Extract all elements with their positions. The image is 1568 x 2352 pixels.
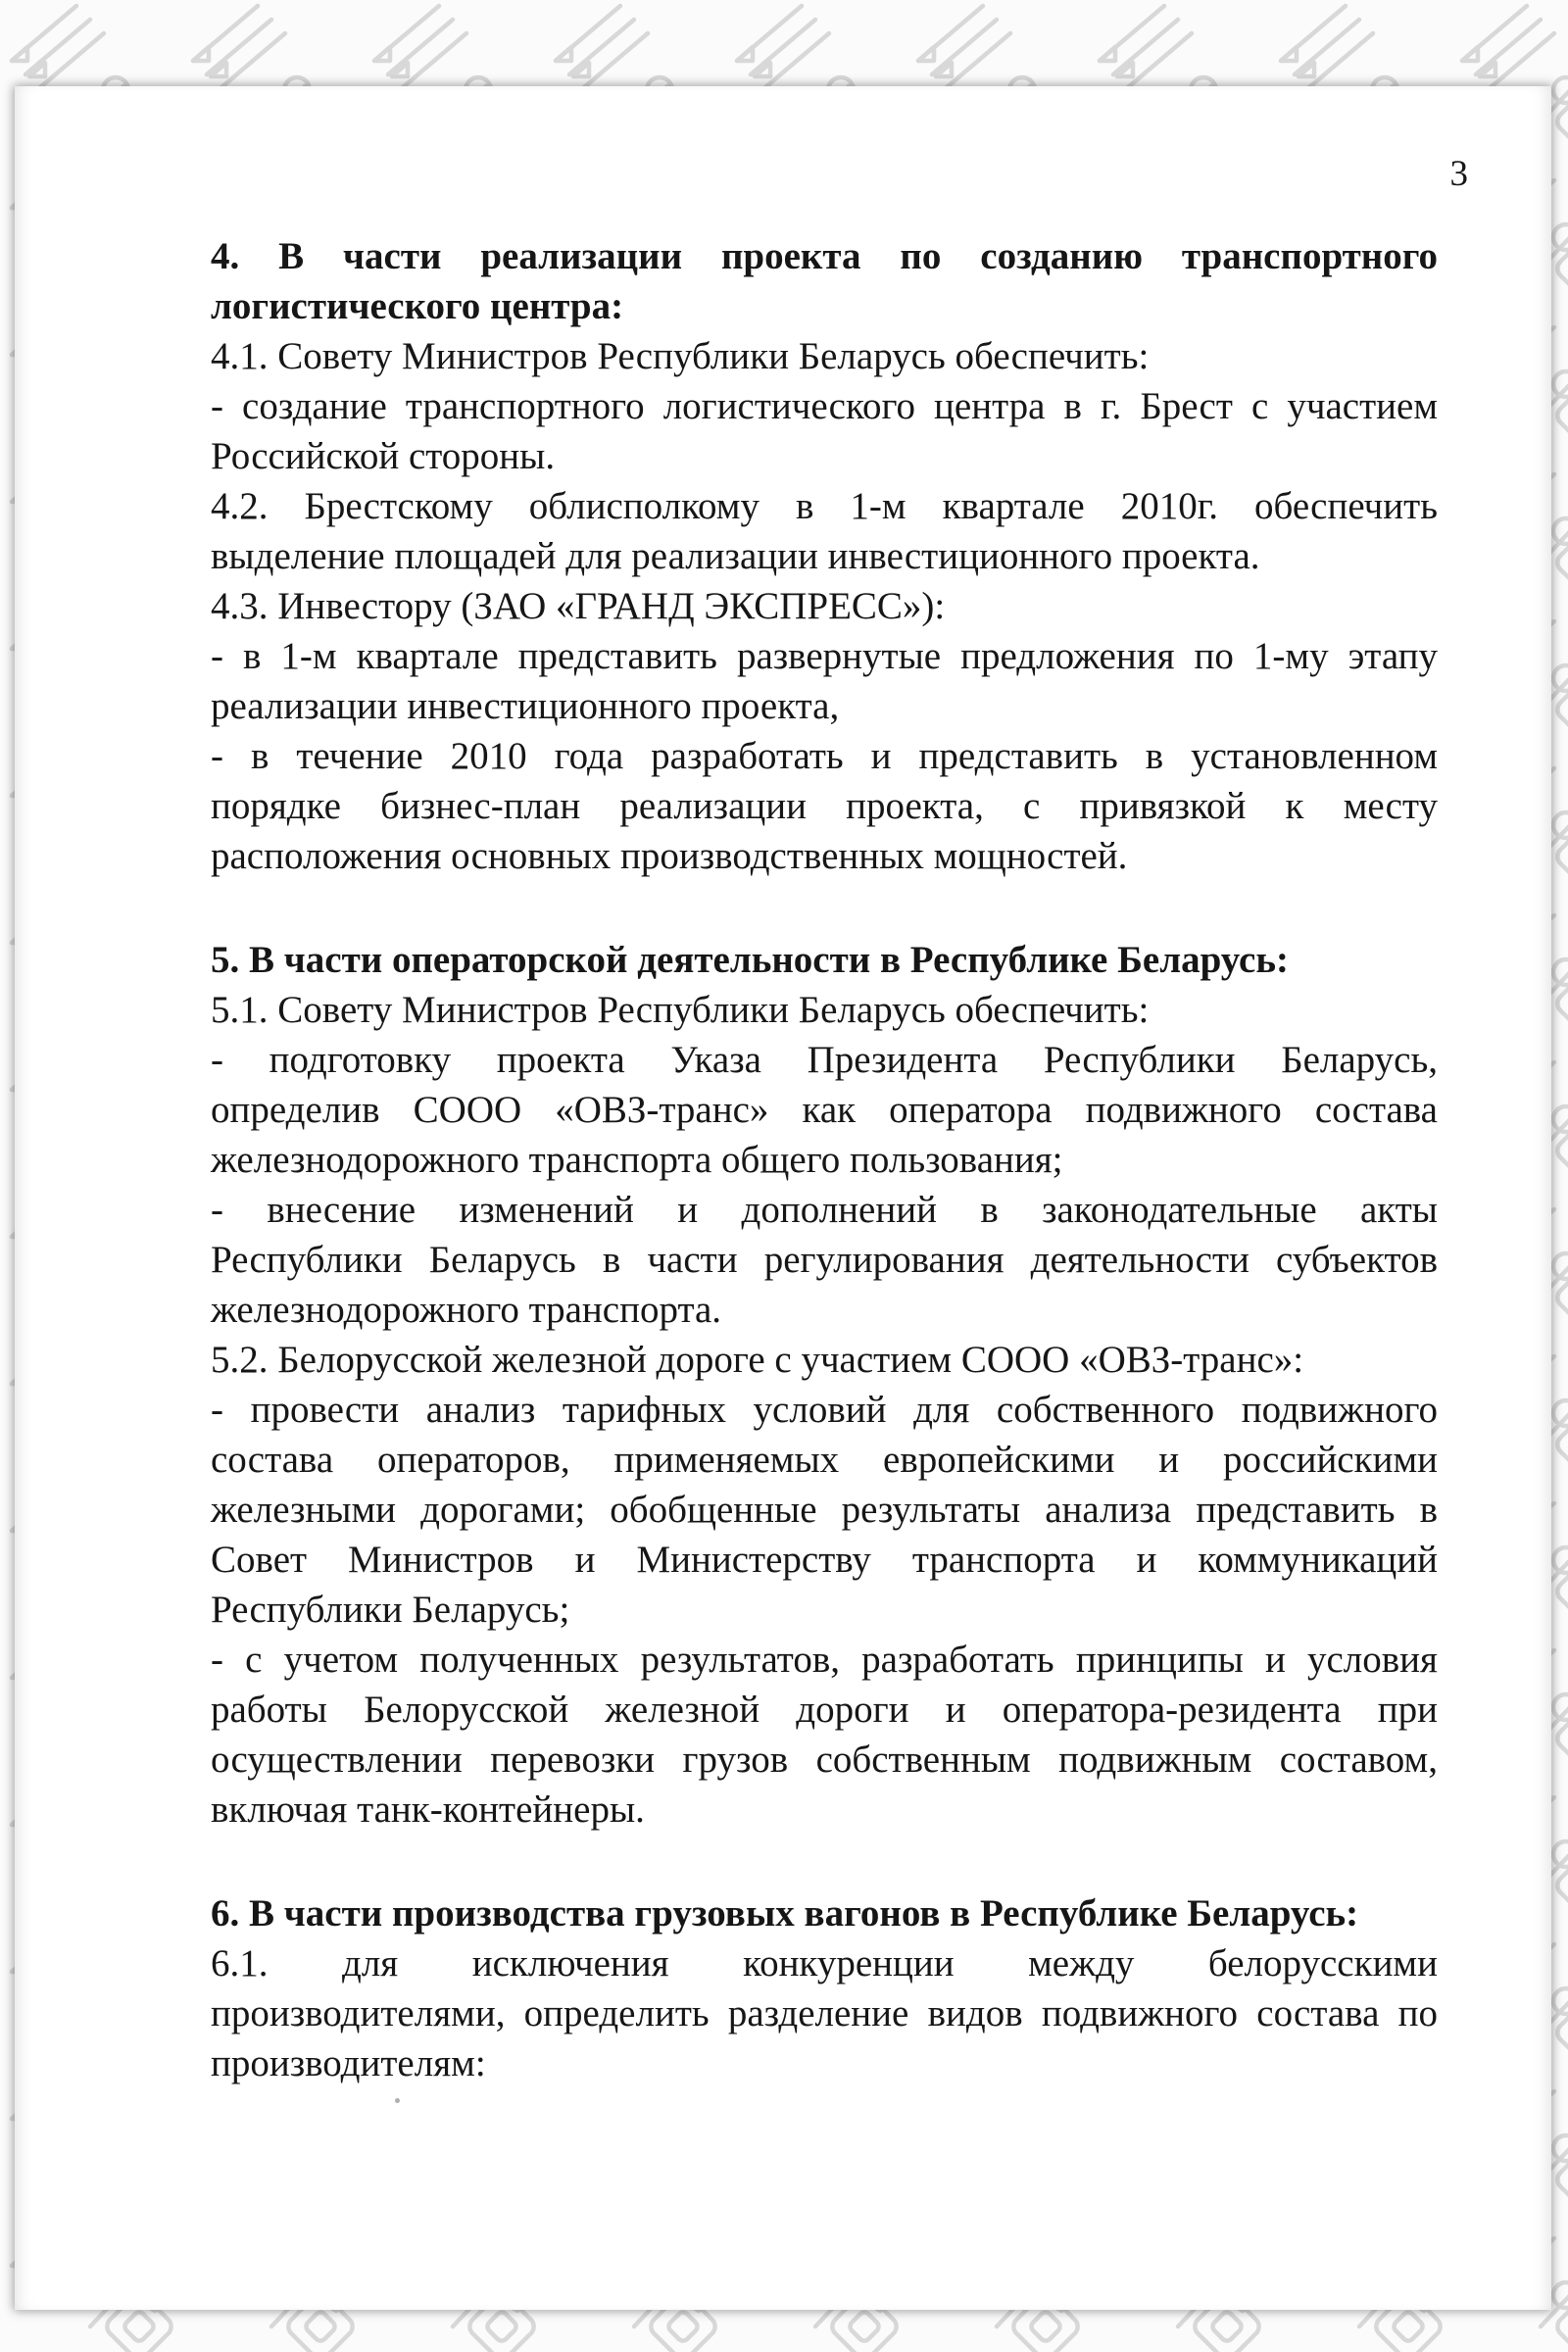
text-line: производителям: (211, 2042, 486, 2084)
text-line: реализации инвестиционного проекта, (211, 685, 840, 727)
text-line: 4. В части реализации проекта по созданию транспортного (211, 235, 1438, 277)
text-line: Российской стороны. (211, 435, 556, 477)
text-line: производителями, определить разделение видов подвижного состава по (211, 1992, 1438, 2034)
text-line: - создание транспортного логистического центра в г. Брест с участием (211, 385, 1438, 427)
text-line: железнодорожного транспорта общего пользования; (211, 1139, 1063, 1181)
text-line: 4.1. Совету Министров Республики Беларусь обеспечить: (211, 335, 1150, 377)
text-line: расположения основных производственных мощностей. (211, 835, 1128, 877)
text-line: - провести анализ тарифных условий для собственного подвижного (211, 1389, 1438, 1431)
text-line: работы Белорусской железной дороги и оператора-резидента при (211, 1689, 1438, 1731)
document-lines (211, 231, 1438, 2088)
text-line: 6.1. для исключения конкуренции между белорусскими (211, 1942, 1438, 1984)
text-line: Республики Беларусь; (211, 1589, 570, 1631)
text-line: 6. В части производства грузовых вагонов в Республике Беларусь: (211, 1892, 1359, 1935)
text-line: железными дорогами; обобщенные результаты анализа представить в (211, 1489, 1438, 1531)
text-line: состава операторов, применяемых европейскими и российскими (211, 1439, 1438, 1481)
text-line: - в 1-м квартале представить развернутые предложения по 1-му этапу (211, 635, 1438, 677)
text-line: - внесение изменений и дополнений в законодательные акты (211, 1189, 1438, 1231)
text-line: 4.3. Инвестору (ЗАО «ГРАНД ЭКСПРЕСС»): (211, 585, 946, 627)
page-sheet (15, 86, 1551, 2310)
text-line: Республики Беларусь в части регулирования деятельности субъектов (211, 1239, 1438, 1281)
text-line: Совет Министров и Министерству транспорта и коммуникаций (211, 1539, 1438, 1581)
text-line: - в течение 2010 года разработать и представить в установленном (211, 735, 1438, 777)
scan-artifact-dot (395, 2098, 400, 2103)
text-line: железнодорожного транспорта. (211, 1289, 722, 1331)
page-number: 3 (1449, 154, 1468, 194)
text-line: логистического центра: (211, 285, 624, 327)
text-line: определив СООО «ОВЗ-транс» как оператора подвижного состава (211, 1089, 1438, 1131)
text-line: включая танк-контейнеры. (211, 1788, 645, 1831)
text-line: 5.2. Белорусской железной дороге с участием СООО «ОВЗ-транс»: (211, 1339, 1304, 1381)
text-line: осуществлении перевозки грузов собственным подвижным составом, (211, 1739, 1438, 1781)
text-line: выделение площадей для реализации инвестиционного проекта. (211, 535, 1260, 577)
text-line: - с учетом полученных результатов, разработать принципы и условия (211, 1639, 1438, 1681)
text-line: 5. В части операторской деятельности в Республике Беларусь: (211, 939, 1289, 981)
text-line: - подготовку проекта Указа Президента Республики Беларусь, (211, 1039, 1438, 1081)
text-line: 4.2. Брестскому облисполкому в 1-м квартале 2010г. обеспечить (211, 485, 1438, 527)
text-line: порядке бизнес-план реализации проекта, с привязкой к месту (211, 785, 1438, 827)
text-line: 5.1. Совету Министров Республики Беларусь обеспечить: (211, 989, 1150, 1031)
